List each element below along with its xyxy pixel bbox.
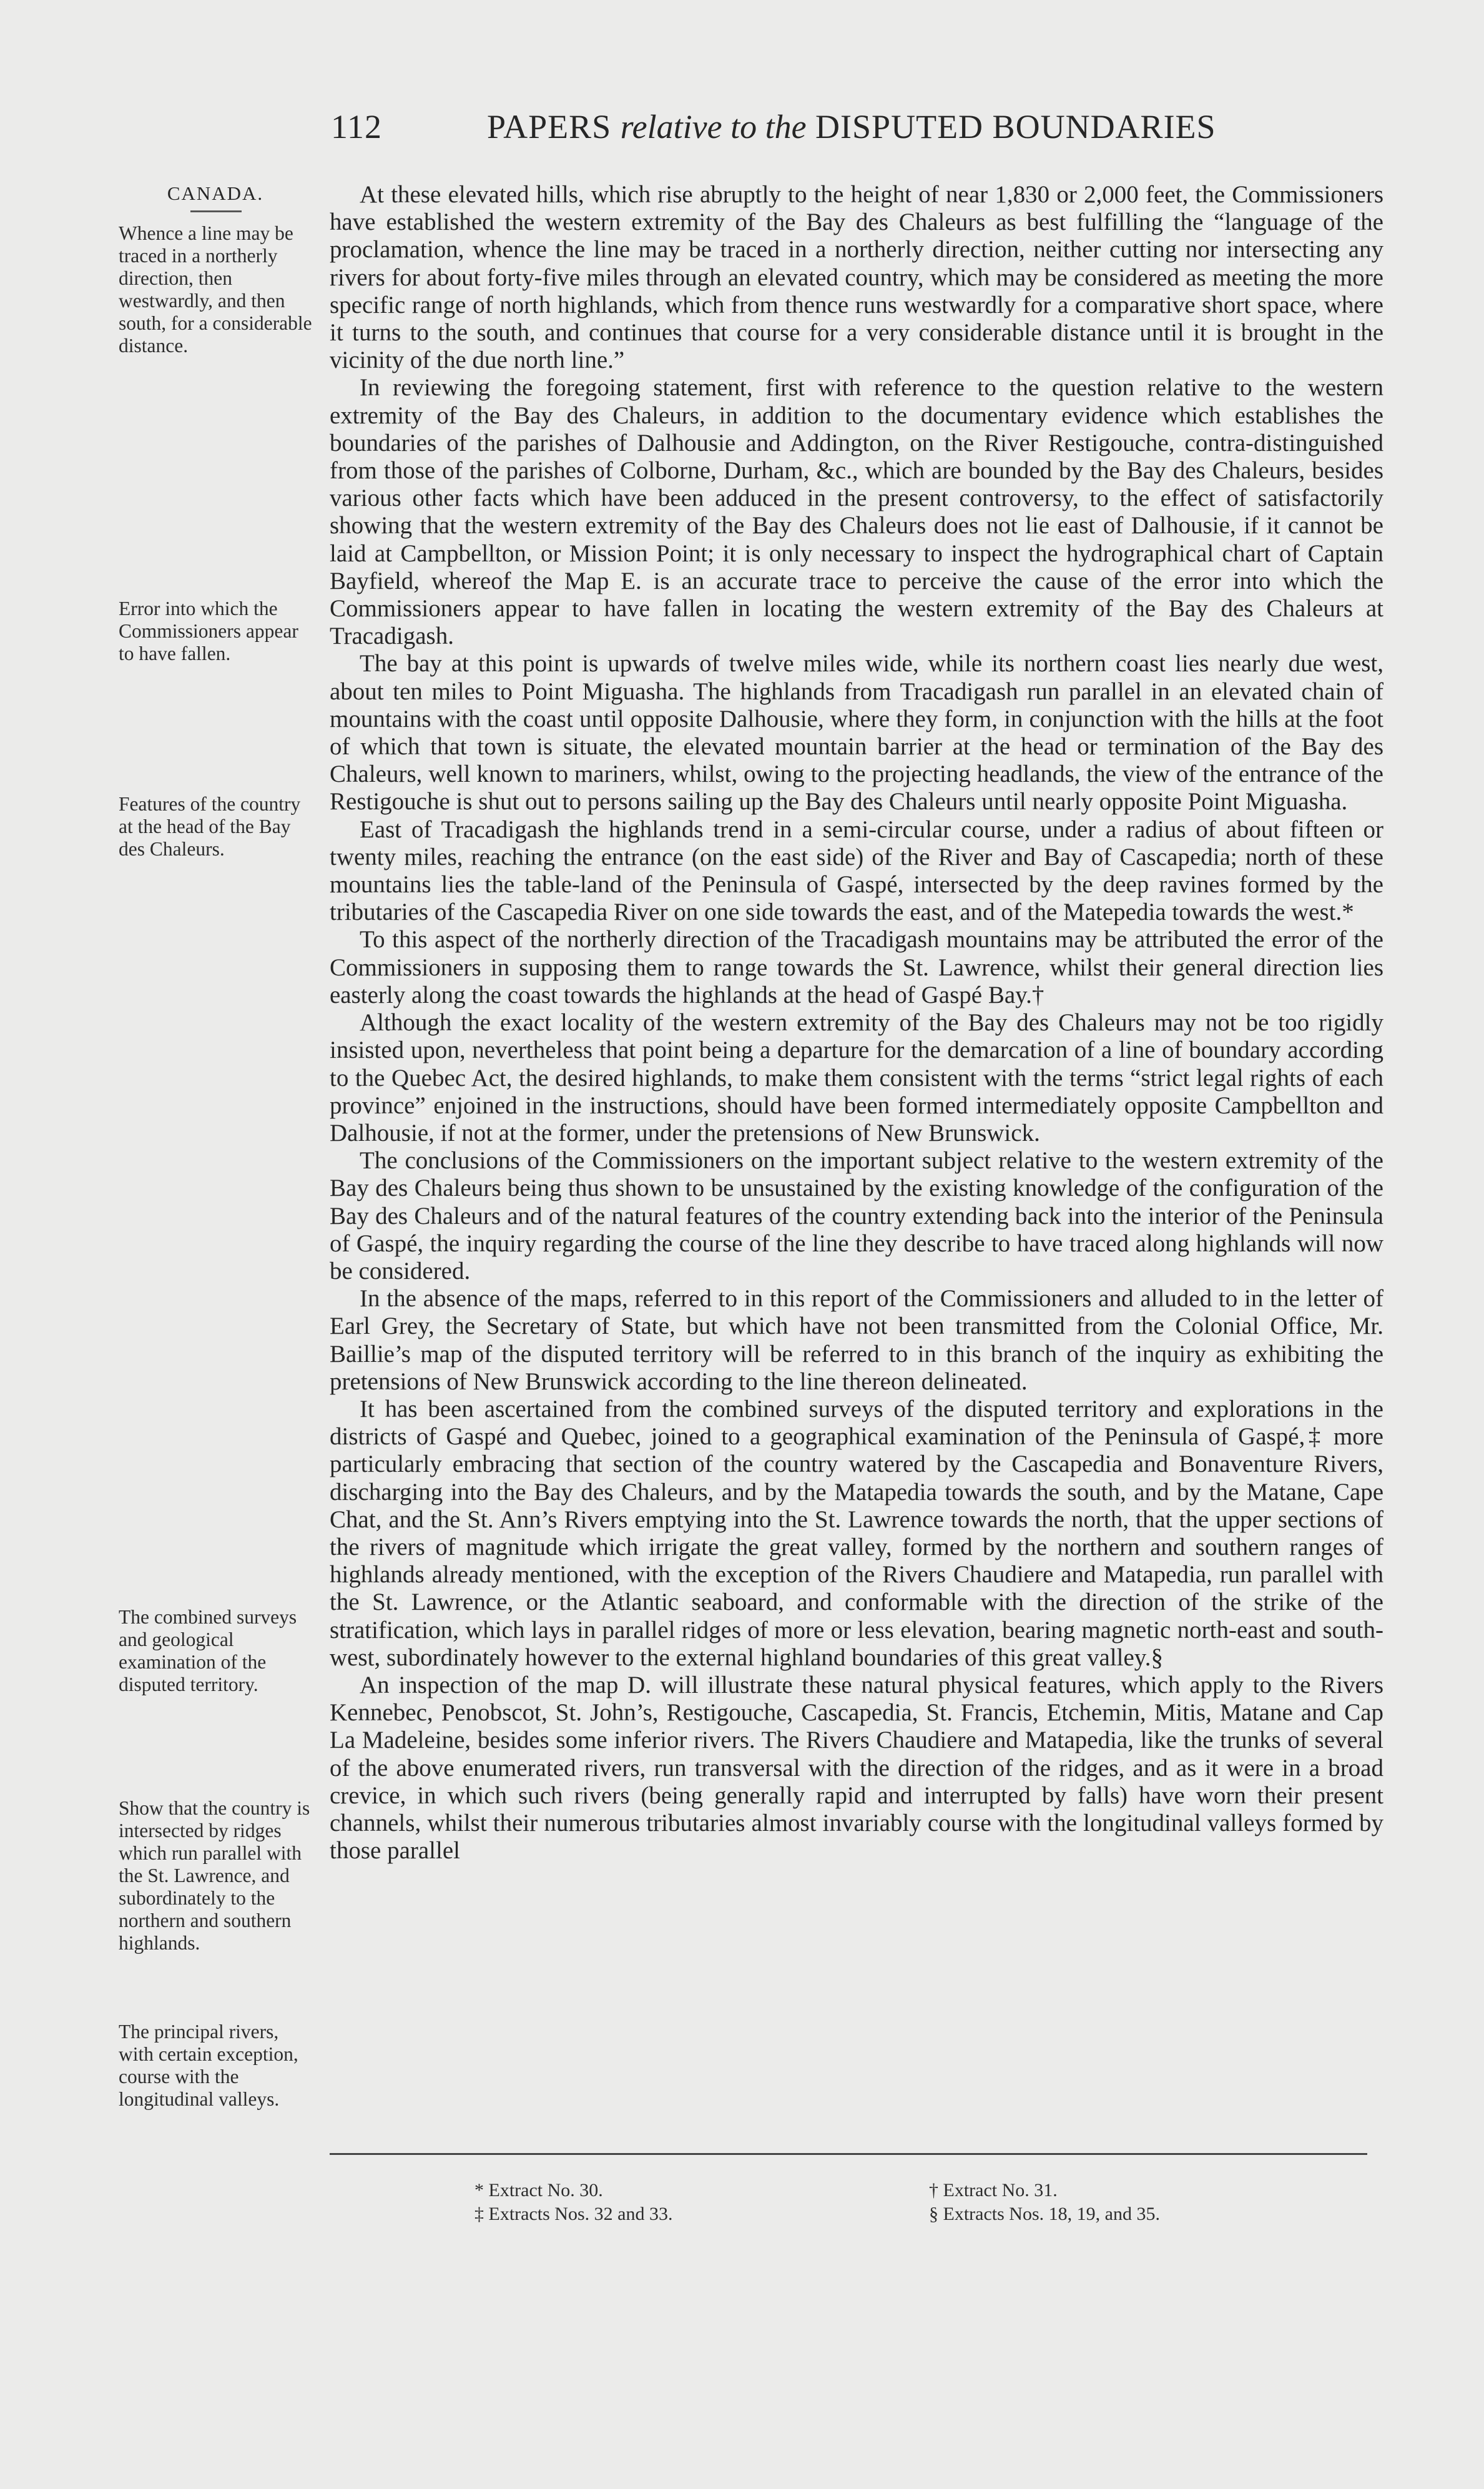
margin-note: Error into which the Commissioners appear to have fallen.: [119, 598, 298, 664]
page-number: 112: [331, 108, 382, 145]
paragraph: At these elevated hills, which rise abruptly to the height of near 1,830 or 2,000 feet, the Commissioners have established the western extremity of the Bay des Chaleurs as best fulfilling the “language of the proclamation, whence the line may be traced in a northerly direction, neither cutting nor intersecting any rivers for about forty-five miles through an elevated country, which may be considered as meeting the more specific range of north highlands, which from thence runs westwardly for a comparative short space, where it turns to the south, and continues that course for a very considerable distance until it is brought in the vicinity of the due north line.”: [330, 181, 1383, 374]
paragraph: In reviewing the foregoing statement, first with reference to the question relative to the western extremity of the Bay des Chaleurs, in addition to the documentary evidence which establishes the boundaries of the parishes of Dalhousie and Addington, on the River Restigouche, contra-distinguished from those of the parishes of Colborne, Durham, &c., which are bounded by the Bay des Chaleurs, besides various other facts which have been adduced in the present controversy, to the effect of satisfactorily showing that the western extremity of the Bay des Chaleurs does not lie east of Dalhousie, if it cannot be laid at Campbellton, or Mission Point; it is only necessary to inspect the hydrographical chart of Captain Bayfield, whereof the Map E. is an accurate trace to perceive the cause of the error into which the Commissioners appear to have fallen in locating the western extremity of the Bay des Chaleurs at Tracadigash.: [330, 374, 1383, 650]
footnote: † Extract No. 31.: [929, 2180, 1058, 2201]
paragraph: The bay at this point is upwards of twelve miles wide, while its northern coast lies nearly due west, about ten miles to Point Miguasha. The highlands from Tracadigash run parallel in an elevated chain of mountains with the coast until opposite Dalhousie, where they form, in conjunction with the hills at the foot of which that town is situate, the elevated mountain barrier at the head or termination of the Bay des Chaleurs, well known to mariners, whilst, owing to the projecting headlands, the view of the entrance of the Restigouche is shut out to persons sailing up the Bay des Chaleurs until nearly opposite Point Miguasha.: [330, 650, 1383, 816]
margin-section-title: CANADA.: [167, 182, 264, 204]
paragraph: East of Tracadigash the highlands trend in a semi-circular course, under a radius of about fifteen or twenty miles, reaching the entrance (on the east side) of the River and Bay of Cascapedia; north of these mountains lies the table-land of the Peninsula of Gaspé, intersected by the deep ravines formed by the tributaries of the Cascapedia River on one side towards the east, and of the Matepedia towards the west.*: [330, 816, 1383, 926]
margin-note: The combined surveys and geological examination of the disputed territory.: [119, 1606, 297, 1695]
paragraph: The conclusions of the Commissioners on the important subject relative to the western extremity of the Bay des Chaleurs being thus shown to be unsustained by the existing knowledge of the configuration of the Bay des Chaleurs and of the natural features of the country extending back into the interior of the Peninsula of Gaspé, the inquiry regarding the course of the line they describe to have traced along highlands will now be considered.: [330, 1147, 1383, 1284]
paragraph: In the absence of the maps, referred to in this report of the Commissioners and alluded to in the letter of Earl Grey, the Secretary of State, but which have not been transmitted from the Colonial Office, Mr. Baillie’s map of the disputed territory will be referred to in this branch of the inquiry as exhibiting the pretensions of New Brunswick according to the line thereon delineated.: [330, 1285, 1383, 1395]
paragraph: It has been ascertained from the combined surveys of the disputed territory and explorations in the districts of Gaspé and Quebec, joined to a geographical examination of the Peninsula of Gaspé,‡ more particularly embracing that section of the country watered by the Cascapedia and Bonaventure Rivers, discharging into the Bay des Chaleurs, and by the Matapedia towards the south, and by the Matane, Cape Chat, and the St. Ann’s Rivers emptying into the St. Lawrence towards the north, that the upper sections of the rivers of magnitude which irrigate the great valley, formed by the northern and southern ranges of highlands already mentioned, with the exception of the Rivers Chaudiere and Matapedia, run parallel with the St. Lawrence, or the Atlantic seaboard, and conformable with the direction of the strike of the stratification, which lays in parallel ridges of more or less elevation, bearing magnetic north-east and south-west, subordinately however to the external highland boundaries of this great valley.§: [330, 1395, 1383, 1671]
footnote-rule: [330, 2153, 1367, 2155]
margin-title-rule: [190, 210, 242, 212]
margin-note: Show that the country is intersected by ridges which run parallel with the St. Lawrence, and subordinately to the northern and southern highlands.: [119, 1797, 310, 1954]
footnote: § Extracts Nos. 18, 19, and 35.: [929, 2204, 1160, 2224]
body-text: [330, 181, 1383, 1865]
margin-note: Features of the country at the head of the Bay des Chaleurs.: [119, 793, 301, 860]
paragraph: To this aspect of the northerly direction of the Tracadigash mountains may be attributed the error of the Commissioners in supposing them to range towards the St. Lawrence, whilst their general direction lies easterly along the coast towards the highlands at the head of Gaspé Bay.†: [330, 926, 1383, 1008]
footnote: ‡ Extracts Nos. 32 and 33.: [474, 2204, 673, 2224]
footnote: * Extract No. 30.: [474, 2180, 603, 2201]
margin-note: Whence a line may be traced in a northerly direction, then westwardly, and then south, for a considerable distance.: [119, 222, 312, 357]
margin-note: The principal rivers, with certain exception, course with the longitudinal valleys.: [119, 2021, 298, 2110]
paragraph: Although the exact locality of the western extremity of the Bay des Chaleurs may not be too rigidly insisted upon, nevertheless that point being a departure for the demarcation of a line of boundary according to the Quebec Act, the desired highlands, to make them consistent with the terms “strict legal rights of each province” enjoined in the instructions, should have been formed intermediately opposite Campbellton and Dalhousie, if not at the former, under the pretensions of New Brunswick.: [330, 1009, 1383, 1146]
page-title: PAPERS relative to the DISPUTED BOUNDARIES: [487, 108, 1216, 145]
paragraph: An inspection of the map D. will illustrate these natural physical features, which apply to the Rivers Kennebec, Penobscot, St. John’s, Restigouche, Cascapedia, St. Francis, Etchemin, Mitis, Matane and Cap La Madeleine, besides some inferior rivers. The Rivers Chaudiere and Matapedia, like the trunks of several of the above enumerated rivers, run transversal with the direction of the ridges, and as it were in a broad crevice, in which such rivers (being generally rapid and interrupted by falls) have worn their present channels, whilst their numerous tributaries almost invariably course with the longitudinal valleys formed by those parallel: [330, 1671, 1383, 1865]
page-header: [331, 107, 1330, 146]
